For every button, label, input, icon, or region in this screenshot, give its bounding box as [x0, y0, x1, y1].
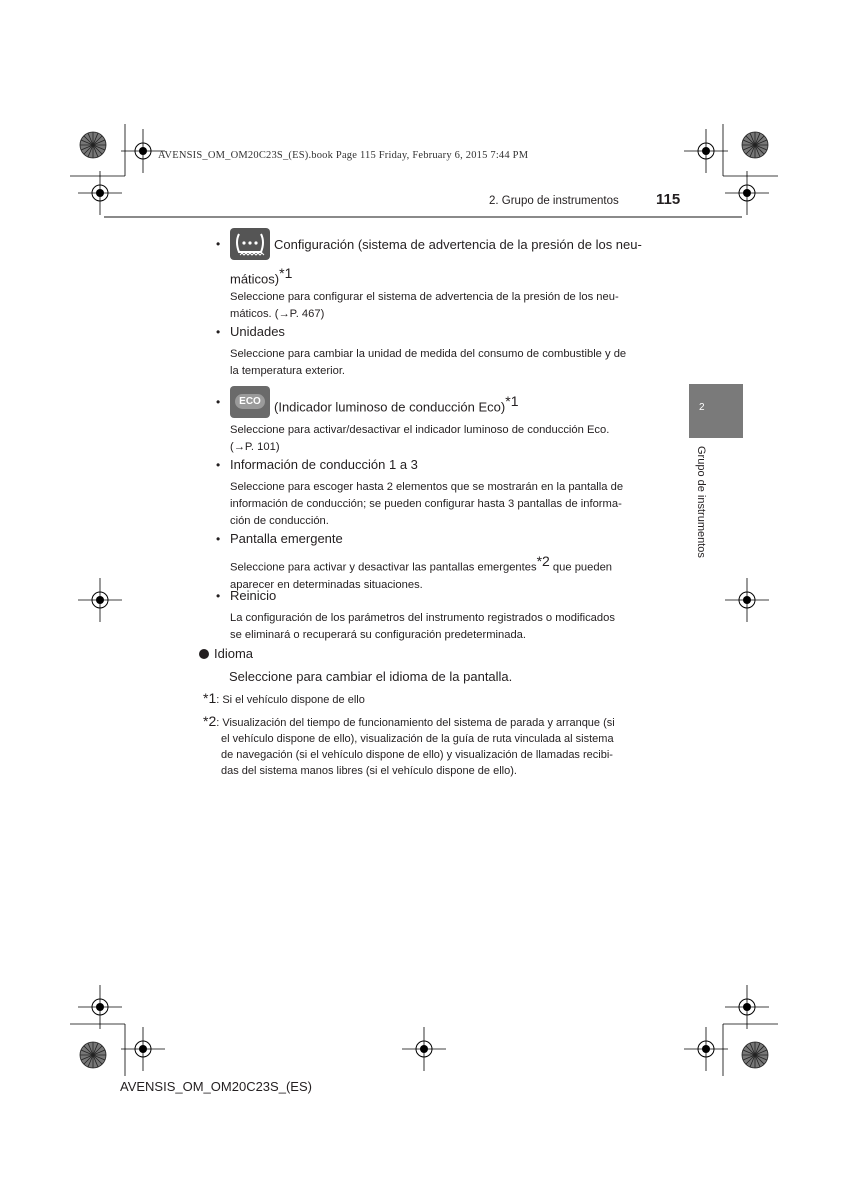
eco-indicator-icon	[230, 386, 270, 418]
page-number: 115	[656, 191, 681, 208]
note-mark: *1	[279, 265, 293, 281]
side-tab-number: 2	[699, 402, 705, 413]
bullet: •	[216, 325, 221, 339]
footnote-2: *2: Visualización del tiempo de funcionamiento del sistema de parada y arranque (si el vehículo dispone de ello), visualización de la guía de ruta vinculada al sistema de navegación (si el vehículo dispone de ello) y visualización de llamadas recibi- das del sistema manos libres (si el vehículo dispone de ello).	[203, 713, 615, 777]
item-desc: Seleccione para activar y desactivar las pantallas emergentes$^{*2}$ que pueden aparecer en determinadas situaciones.	[230, 553, 613, 591]
item-desc: Seleccione para escoger hasta 2 elementos que se mostrarán en la pantalla de información de conducción; se pueden configurar hasta 3 pantallas de informa- ción de conducción.	[230, 481, 624, 527]
item-title: Configuración (sistema de advertencia de la presión de los neu-	[274, 237, 642, 252]
item-title: Reinicio	[230, 588, 277, 603]
bullet: •	[216, 532, 221, 546]
bullet: •	[216, 458, 221, 472]
bullet: •	[216, 589, 221, 603]
note-mark: *1	[505, 393, 519, 409]
bullet: •	[216, 237, 221, 251]
footnote-1: *1: Si el vehículo dispone de ello	[203, 690, 365, 706]
note-mark: *2	[536, 553, 550, 569]
item-title: Pantalla emergente	[230, 531, 343, 546]
section-desc: Seleccione para cambiar el idioma de la pantalla.	[229, 669, 513, 684]
side-tab	[689, 384, 743, 438]
bullet: •	[216, 395, 221, 409]
item-desc: La configuración de los parámetros del instrumento registrados o modificados se eliminará o recuperará su configuración predeterminada.	[230, 612, 615, 641]
section-title: Idioma	[214, 646, 254, 661]
side-tab-label: Grupo de instrumentos	[695, 446, 707, 558]
item-title: (Indicador luminoso de conducción Eco)$^{*1}$	[274, 393, 519, 415]
tire-pressure-warning-icon	[230, 228, 270, 260]
section-dot	[199, 649, 209, 659]
eco-icon-text: ECO	[235, 394, 265, 409]
item-title: Información de conducción 1 a 3	[230, 457, 418, 472]
header-rule	[104, 216, 742, 218]
item-desc: Seleccione para configurar el sistema de advertencia de la presión de los neu- máticos. (→P. 467)	[230, 291, 619, 320]
item-desc: Seleccione para cambiar la unidad de medida del consumo de combustible y de la temperatura exterior.	[230, 348, 627, 377]
item-title-cont: máticos)$^{*1}$	[230, 265, 293, 287]
footer-code: AVENSIS_OM_OM20C23S_(ES)	[120, 1079, 312, 1094]
book-meta: AVENSIS_OM_OM20C23S_(ES).book Page 115 Friday, February 6, 2015 7:44 PM	[158, 150, 529, 161]
item-desc: Seleccione para activar/desactivar el indicador luminoso de conducción Eco. (→P. 101)	[230, 424, 610, 453]
item-title: Unidades	[230, 324, 285, 339]
chapter-title: 2. Grupo de instrumentos	[489, 195, 619, 207]
